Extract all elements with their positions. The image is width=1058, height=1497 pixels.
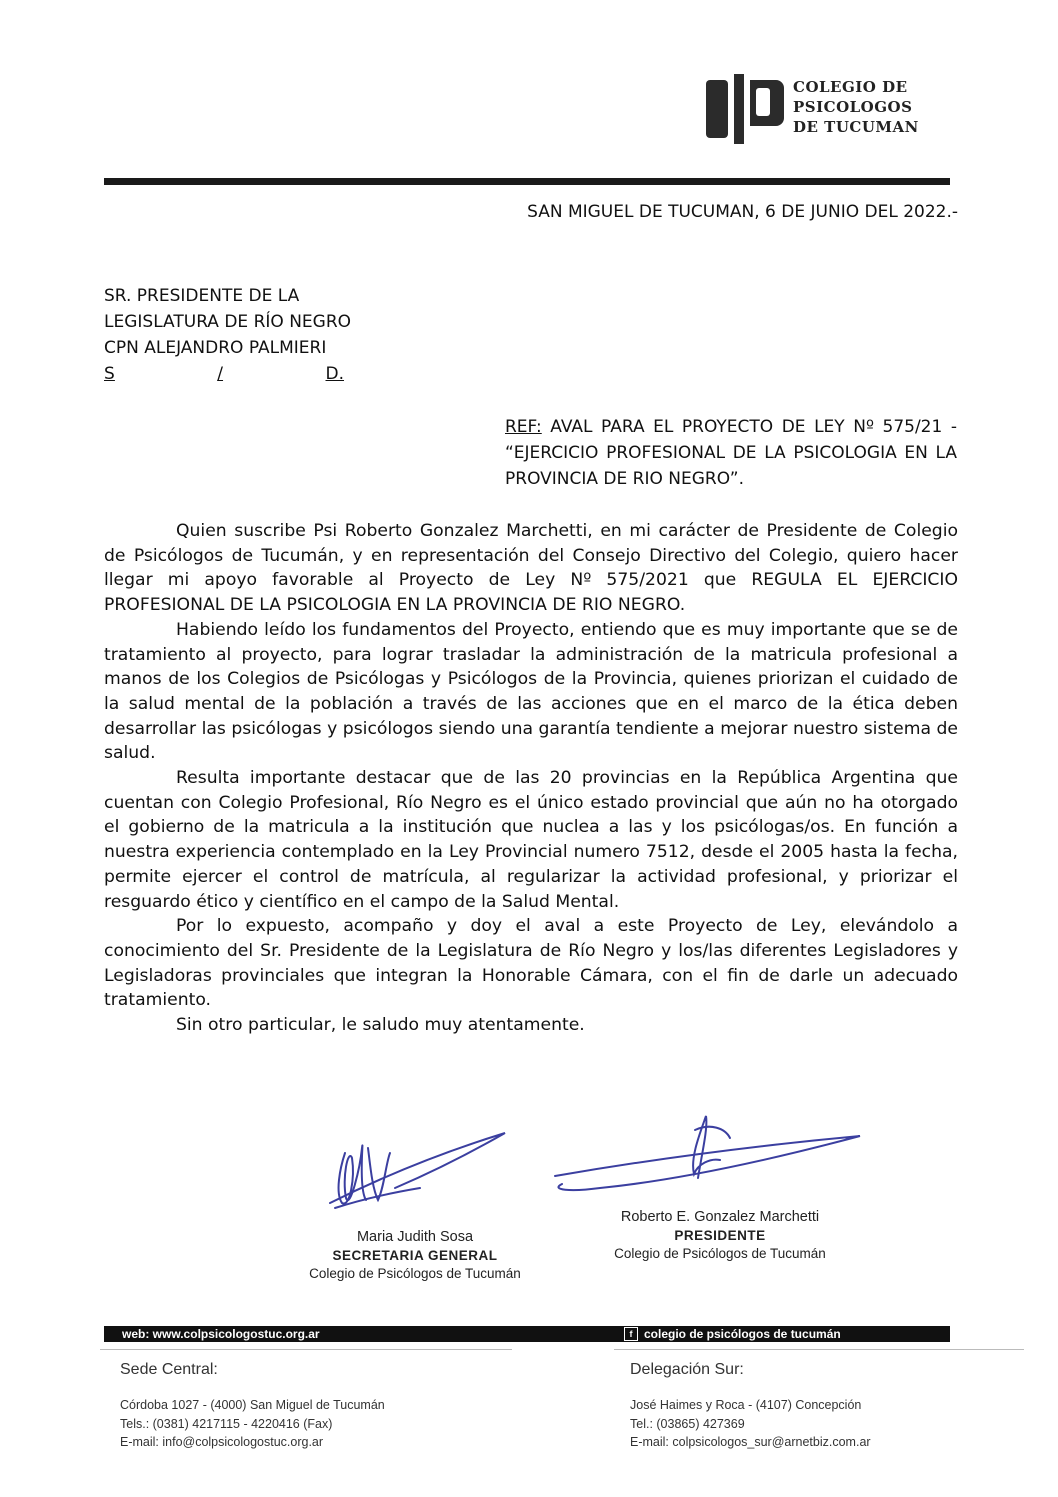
office-address: José Haimes y Roca - (4107) Concepción [630, 1398, 862, 1412]
office-email: E-mail: info@colpsicologostuc.org.ar [120, 1435, 324, 1449]
reference-text: AVAL PARA EL PROYECTO DE LEY Nº 575/21 - “EJERCICIO PROFESIONAL DE LA PSICOLOGIA EN LA PROVINCIA DE RIO NEGRO”. [505, 417, 957, 489]
salutation-sd [104, 361, 344, 387]
recipient-block [104, 283, 351, 387]
logo-line-2: PSICOLOGOS [793, 98, 913, 116]
footer-bar [104, 1326, 950, 1342]
office-title: Sede Central: [120, 1361, 218, 1378]
signature-org: Colegio de Psicólogos de Tucumán [614, 1246, 826, 1261]
logo-wordmark [793, 77, 919, 137]
sd-d: D. [325, 364, 344, 384]
office-phone: Tel.: (03865) 427369 [630, 1416, 745, 1431]
office-south [630, 1360, 871, 1452]
signature-org: Colegio de Psicólogos de Tucumán [309, 1266, 521, 1281]
body-paragraph-2: Habiendo leído los fundamentos del Proyecto, entiendo que es muy importante que se de tratamiento al proyecto, para lograr trasladar la administración de la matricula profesional a manos de los Colegios de Psicólogas y Psicólogos de la Provincia, quienes priorizan el cuidado de la salud mental de la población a través de las acciones que en el marco de la ética deben desarrollar las psicólogas y psicólogos siendo una garantía tendiente a mejorar nuestro sistema de salud. [104, 619, 958, 764]
signature-role: SECRETARIA GENERAL [332, 1248, 498, 1263]
recipient-line-1: SR. PRESIDENTE DE LA [104, 286, 300, 306]
body-paragraph-3: Resulta importante destacar que de las 20 provincias en la República Argentina que cuentan con Colegio Profesional, Río Negro es el único estado provincial que aún no ha otorgado el gobierno de la matricula a la institución que nuclea a las y los psicólogas/os. En función a nuestra experiencia contemplado en la Ley Provincial numero 7512, desde el 2005 hasta la fecha, permite ejercer el control de matrícula, al regularizar la actividad profesional, y priorizar el resguardo ético y científico en el campo de la Salud Mental. [104, 768, 958, 912]
signature-secretary [300, 1227, 530, 1283]
office-title: Delegación Sur: [630, 1361, 744, 1378]
footer-facebook[interactable] [624, 1326, 841, 1342]
recipient-line-2: LEGISLATURA DE RÍO NEGRO [104, 312, 352, 332]
recipient-line-3: CPN ALEJANDRO PALMIERI [104, 338, 327, 358]
footer-divider-left [100, 1349, 512, 1350]
body-paragraph-4: Por lo expuesto, acompaño y doy el aval a este Proyecto de Ley, elevándolo a conocimiento del Sr. Presidente de la Legislatura de Río Negro y los/las diferentes Legisladores y Legisladoras provinciales que integran la Honorable Cámara, con el fin de darle un adecuado tratamiento. [104, 916, 958, 1011]
signature-role: PRESIDENTE [674, 1228, 766, 1243]
footer-web-link[interactable]: web: www.colpsicologostuc.org.ar [122, 1327, 320, 1341]
sd-s: S [104, 364, 115, 384]
logo-line-3: DE TUCUMAN [793, 118, 919, 136]
office-address: Córdoba 1027 - (4000) San Miguel de Tucumán [120, 1398, 385, 1412]
signature-president [590, 1207, 850, 1263]
letter-date: SAN MIGUEL DE TUCUMAN, 6 DE JUNIO DEL 2022.- [527, 202, 958, 222]
office-central [120, 1360, 385, 1452]
reference-label: REF: [505, 417, 542, 437]
sd-slash: / [217, 364, 224, 384]
logo-line-1: COLEGIO DE [793, 78, 908, 96]
office-phone: Tels.: (0381) 4217115 - 4220416 (Fax) [120, 1416, 333, 1431]
letter-body [104, 519, 958, 1038]
footer-divider-right [614, 1349, 1024, 1350]
header-divider [104, 178, 950, 185]
body-paragraph-5: Sin otro particular, le saludo muy atentamente. [176, 1015, 585, 1036]
office-email: E-mail: colpsicologos_sur@arnetbiz.com.ar [630, 1435, 871, 1449]
body-paragraph-1: Quien suscribe Psi Roberto Gonzalez Marchetti, en mi carácter de Presidente de Colegio de Psicólogos de Tucumán, y en representación del Consejo Directivo del Colegio, quiero hacer llegar mi apoyo favorable al Proyecto de Ley Nº 575/2021 que REGULA EL EJERCICIO PROFESIONAL DE LA PSICOLOGIA EN LA PROVINCIA DE RIO NEGRO. [104, 521, 958, 616]
reference-block [505, 414, 957, 492]
footer-facebook-label: colegio de psicólogos de tucumán [644, 1327, 841, 1341]
facebook-icon: f [624, 1327, 638, 1341]
signature-name: Roberto E. Gonzalez Marchetti [620, 1209, 820, 1225]
signature-name: Maria Judith Sosa [356, 1229, 474, 1245]
college-logo-icon [706, 74, 784, 144]
